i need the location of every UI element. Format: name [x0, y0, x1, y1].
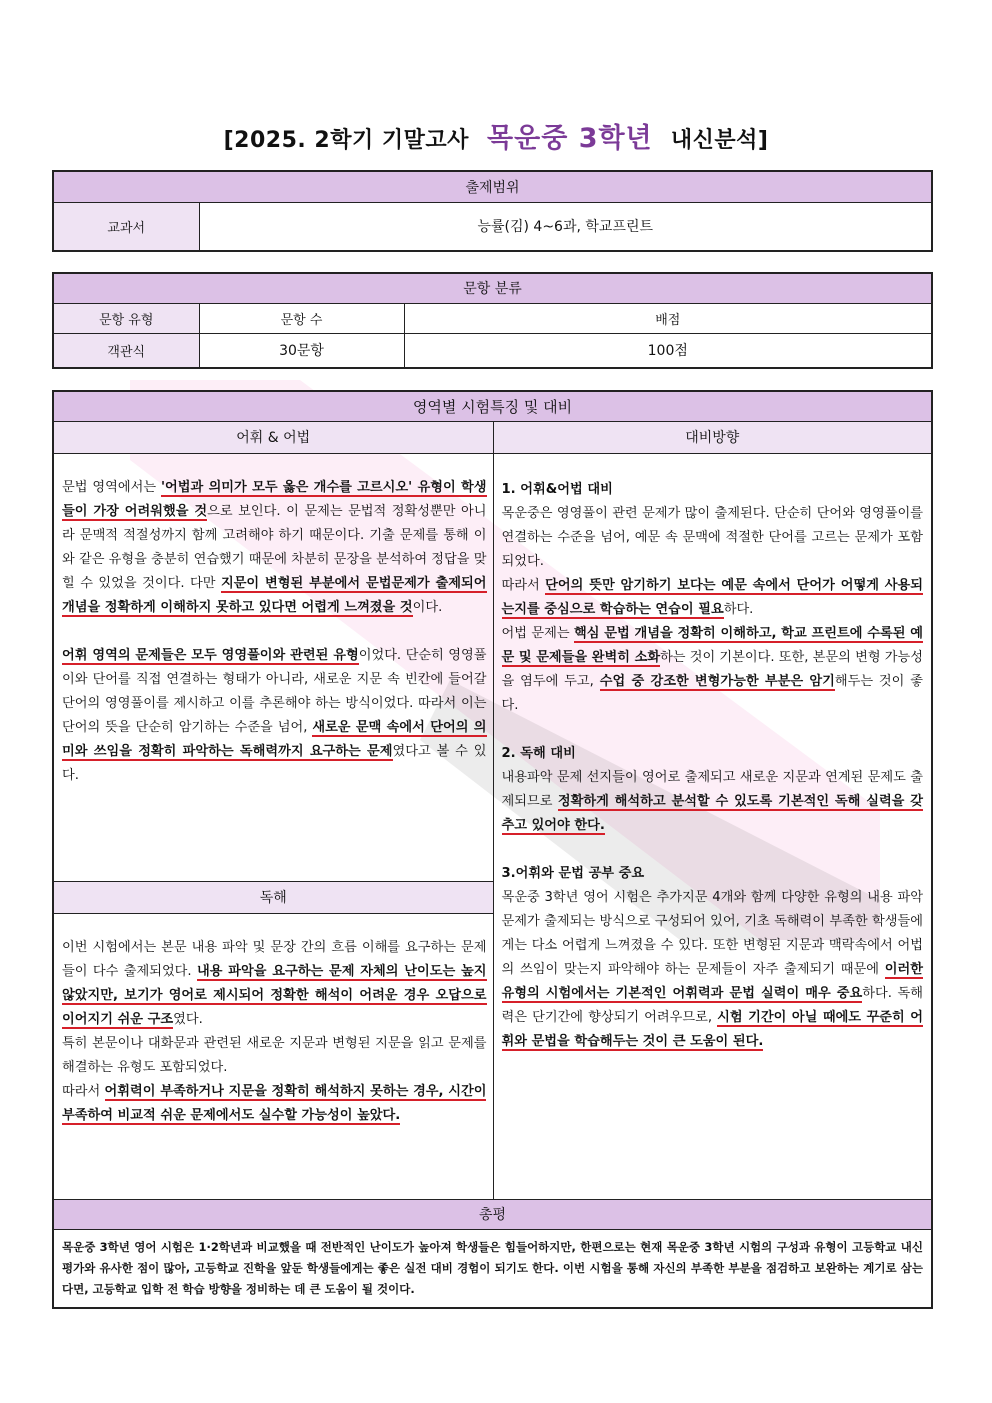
prep-header: 대비방향 [493, 421, 932, 453]
col-count-label: 문항 수 [199, 303, 404, 333]
highlight: 내용 파악을 요구하는 문제 자체의 난이도는 높지 않았지만, 보기가 영어로 제시되어 정확한 해석이 어려운 경우 오답으로 이어지기 쉬운 구조 [62, 963, 487, 1027]
title-highlight: 목운중 3학년 [487, 123, 653, 154]
reading-paragraph-2: 특히 본문이나 대화문과 관련된 새로운 지문과 변형된 지문을 읽고 문제를 해결하는 유형도 포함되었다. [62, 1035, 487, 1075]
summary-text: 목운중 3학년 영어 시험은 1·2학년과 비교했을 때 전반적인 난이도가 높아져 학생들은 힘들어하지만, 한편으로는 현재 목운중 3학년 시험의 구성과 유형이 고등학교 내신 평가와 유사한 점이 많아, 고등학교 진학을 앞둔 학생들에게는 좋은 실전 대비 경험이 되기도 한다. 이번 시험을 통해 자신의 부족한 부분을 점검하고 보완하는 계기로 삼는다면, 고등학교 입학 전 학습 방향을 정비하는 데 큰 도움이 될 것이다. [53, 1229, 932, 1308]
prep-section-3-title: 3.어휘와 문법 공부 중요 [501, 865, 645, 881]
highlight: 이러한 유형의 시험에서는 기본적인 어휘력과 문법 실력이 매우 중요 [501, 961, 923, 1001]
reading-header: 독해 [53, 881, 493, 913]
highlight: 어휘력이 부족하거나 지문을 정확히 해석하지 못하는 경우, 시간이 부족하여 비교적 쉬운 문제에서도 실수할 가능성이 높았다. [62, 1083, 487, 1123]
vocab-paragraph-2: 어휘 영역의 문제들은 모두 영영풀이와 관련된 유형이었다. 단순히 영영풀이와 단어를 직접 연결하는 형태가 아니라, 새로운 지문 속 빈칸에 들어갈 단어의 영영풀이를 제시하고 이를 추론해야 하는 방식이었다. 따라서 이는 단어의 뜻을 단순히 암기하는 수준을 넘어, 새로운 문맥 속에서 단어의 의미와 쓰임을 정확히 파악하는 독해력까지 요구하는 문제였다고 볼 수 있다. [62, 647, 487, 783]
prep-body [493, 453, 932, 1199]
highlight: 정확하게 해석하고 분석할 수 있도록 기본적인 독해 실력을 갖추고 있어야 한다. [501, 793, 923, 833]
prep-section-3-text: 목운중 3학년 영어 시험은 추가지문 4개와 함께 다양한 유형의 내용 파악 문제가 출제되는 방식으로 구성되어 있어, 기초 독해력이 부족한 학생들에게는 다소 어렵게 느껴졌을 수 있다. 또한 변형된 지문과 맥락속에서 어법의 쓰임이 맞는지 파악해야 하는 문제들이 자주 출제되기 때문에 이러한 유형의 시험에서는 기본적인 어휘력과 문법 실력이 매우 중요하다. 독해력은 단기간에 향상되기 어려우므로, 시험 기간이 아닐 때에도 꾸준히 어휘와 문법을 학습해두는 것이 큰 도움이 된다. [501, 889, 924, 1049]
scope-value: 능률(김) 4~6과, 학교프린트 [199, 202, 932, 251]
prep-section-2-text: 내용파악 문제 선지들이 영어로 출제되고 새로운 지문과 연계된 문제도 출제되므로 정확하게 해석하고 분석할 수 있도록 기본적인 독해 실력을 갖추고 있어야 한다. [501, 769, 923, 833]
highlight: 단어의 뜻만 암기하기 보다는 예문 속에서 단어가 어떻게 사용되는지를 중심으로 학습하는 연습이 필요 [501, 577, 923, 617]
page-title [0, 116, 992, 155]
count-value: 30문항 [199, 333, 404, 368]
prep-section-1-title: 1. 어휘&어법 대비 [501, 481, 613, 497]
features-table [52, 390, 933, 1309]
title-prefix: [2025. 2학기 기말고사 [223, 128, 469, 153]
vocab-header: 어휘 & 어법 [53, 421, 493, 453]
scope-header: 출제범위 [53, 171, 932, 202]
reading-body [53, 913, 493, 1199]
highlight: 수업 중 강조한 변형가능한 부분은 암기 [599, 673, 835, 689]
type-value: 객관식 [53, 333, 199, 368]
highlight: 어휘 영역의 문제들은 모두 영영풀이와 관련된 유형 [62, 647, 359, 663]
highlight: 새로운 문맥 속에서 단어의 의미와 쓰임을 정확히 파악하는 독해력까지 요구하는 문제 [62, 719, 487, 759]
highlight: 지문이 변형된 부분에서 문법문제가 출제되어 개념을 정확하게 이해하지 못하고 있다면 어렵게 느껴졌을 것 [62, 575, 487, 615]
col-points-label: 배점 [404, 303, 932, 333]
highlight: 핵심 문법 개념을 정확히 이해하고, 학교 프린트에 수록된 예문 및 문제들을 완벽히 소화 [501, 625, 923, 665]
prep-section-1-text: 목운중은 영영풀이 관련 문제가 많이 출제된다. 단순히 단어와 영영풀이를 연결하는 수준을 넘어, 예문 속 문맥에 적절한 단어를 고르는 문제가 포함되었다. [501, 505, 923, 569]
vocab-paragraph-1: 문법 영역에서는 '어법과 의미가 모두 옳은 개수를 고르시오' 유형이 학생들이 가장 어려워했을 것으로 보인다. 이 문제는 문법적 정확성뿐만 아니라 문맥적 적절성까지 함께 고려해야 하기 때문이다. 기출 문제를 통해 이와 같은 유형을 충분히 연습했기 때문에 차분히 문장을 분석하여 정답을 맞힐 수 있었을 것이다. 다만 지문이 변형된 부분에서 문법문제가 출제되어 개념을 정확하게 이해하지 못하고 있다면 어렵게 느껴졌을 것이다. [62, 479, 487, 615]
prep-section-1-text-3: 어법 문제는 핵심 문법 개념을 정확히 이해하고, 학교 프린트에 수록된 예문 및 문제들을 완벽히 소화하는 것이 기본이다. 또한, 본문의 변형 가능성을 염두에 두고, 수업 중 강조한 변형가능한 부분은 암기해두는 것이 좋다. [501, 625, 923, 713]
highlight: 시험 기간이 아닐 때에도 꾸준히 어휘와 문법을 학습해두는 것이 큰 도움이 된다. [501, 1009, 923, 1049]
reading-paragraph-1: 이번 시험에서는 본문 내용 파악 및 문장 간의 흐름 이해를 요구하는 문제들이 다수 출제되었다. 내용 파악을 요구하는 문제 자체의 난이도는 높지 않았지만, 보기가 영어로 제시되어 정확한 해석이 어려운 경우 오답으로 이어지기 쉬운 구조였다. [62, 939, 487, 1027]
classification-header: 문항 분류 [53, 273, 932, 303]
highlight: '어법과 의미가 모두 옳은 개수를 고르시오' 유형이 학생들이 가장 어려워했을 것 [62, 479, 487, 519]
prep-section-2-title: 2. 독해 대비 [501, 745, 576, 761]
col-type-label: 문항 유형 [53, 303, 199, 333]
summary-header: 총평 [53, 1199, 932, 1229]
reading-paragraph-3: 따라서 어휘력이 부족하거나 지문을 정확히 해석하지 못하는 경우, 시간이 부족하여 비교적 쉬운 문제에서도 실수할 가능성이 높았다. [62, 1083, 487, 1123]
vocab-body [53, 453, 493, 881]
classification-table [52, 272, 933, 369]
scope-table [52, 170, 933, 252]
points-value: 100점 [404, 333, 932, 368]
title-suffix: 내신분석] [670, 128, 769, 153]
scope-label: 교과서 [53, 202, 199, 251]
prep-section-1-text-2: 따라서 단어의 뜻만 암기하기 보다는 예문 속에서 단어가 어떻게 사용되는지를 중심으로 학습하는 연습이 필요하다. [501, 577, 923, 617]
features-header: 영역별 시험특징 및 대비 [53, 391, 932, 421]
